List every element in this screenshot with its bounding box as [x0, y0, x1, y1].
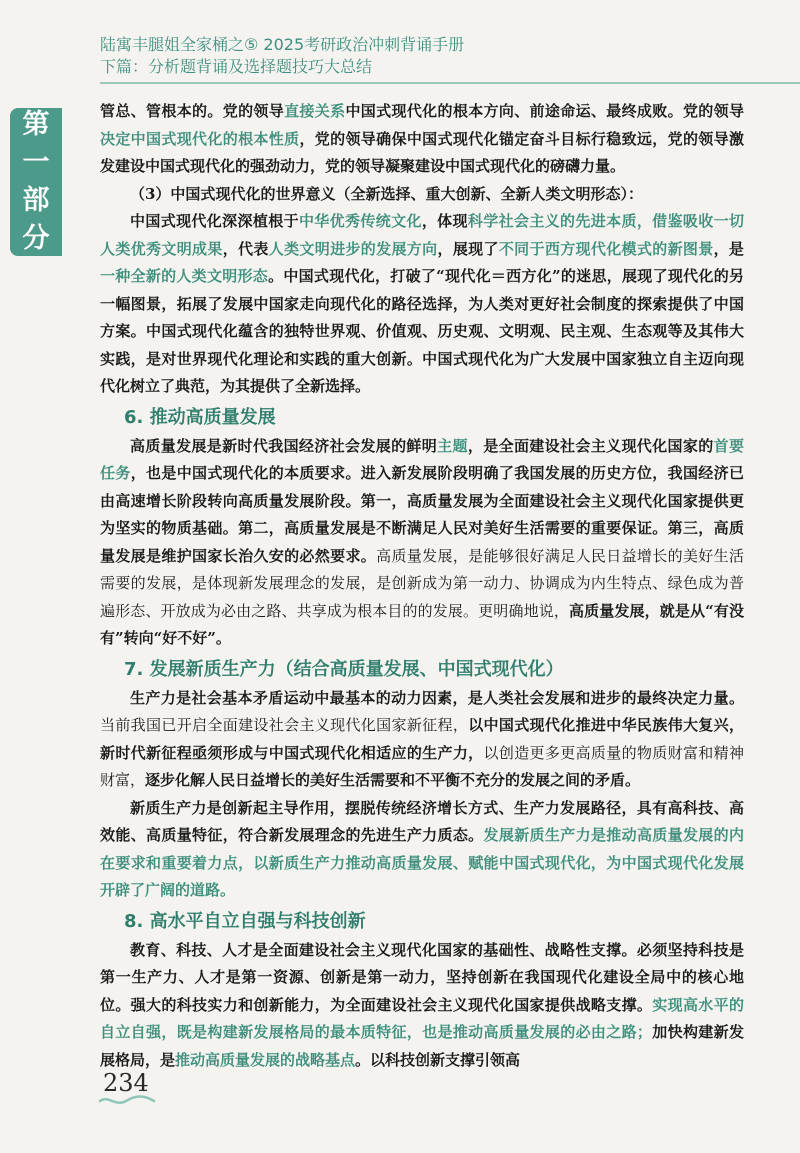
- subheading-world-significance: （3）中国式现代化的世界意义（全新选择、重大创新、全新人类文明形态）：: [130, 184, 643, 203]
- paragraph-party-leadership: 管总、管根本的。党的领导直接关系中国式现代化的根本方向、前途命运、最终成败。党的领导决定中国式现代化的根本性质，党的领导确保中国式现代化锚定奋斗目标行稳致远，党的领导激发建设中国式现代化的强劲动力，党的领导凝聚建设中国式现代化的磅礴力量。: [100, 102, 744, 175]
- paragraph-tech-innovation: 教育、科技、人才是全面建设社会主义现代化国家的基础性、战略性支撑。必须坚持科技是第一生产力、人才是第一资源、创新是第一动力，坚持创新在我国现代化建设全局中的核心地位。强大的科技实力和创新能力，为全面建设社会主义现代化国家提供战略支撑。实现高水平的自立自强，既是构建新发展格局的最本质特征，也是推动高质量发展的必由之路；加快构建新发展格局，是推动高质量发展的战略基点。以科技创新支撑引领高: [100, 940, 744, 1069]
- page-number: 234: [103, 1069, 149, 1097]
- part-tab-char: 分: [22, 223, 50, 254]
- section-heading-6: 6. 推动高质量发展: [124, 406, 276, 428]
- part-tab-char: 部: [22, 185, 50, 216]
- paragraph-new-quality-productivity: 新质生产力是创新起主导作用，摆脱传统经济增长方式、生产力发展路径，具有高科技、高效能、高质量特征，符合新发展理念的先进生产力质态。发展新质生产力是推动高质量发展的内在要求和重要着力点，以新质生产力推动高质量发展、赋能中国式现代化，为中国式现代化发展开辟了广阔的道路。: [100, 798, 744, 899]
- page-number-wave-decoration: [98, 1095, 158, 1107]
- paragraph-high-quality-development: 高质量发展是新时代我国经济社会发展的鲜明主题，是全面建设社会主义现代化国家的首要任务，也是中国式现代化的本质要求。进入新发展阶段明确了我国发展的历史方位，我国经济已由高速增长阶段转向高质量发展阶段。第一，高质量发展为全面建设社会主义现代化国家提供更为坚实的物质基础。第二，高质量发展是不断满足人民对美好生活需要的重要保证。第三，高质量发展是维护国家长治久安的必然要求。高质量发展，是能够很好满足人民日益增长的美好生活需要的发展，是体现新发展理念的发展，是创新成为第一动力、协调成为内生特点、绿色成为普遍形态、开放成为必由之路、共享成为根本目的的发展。更明确地说，高质量发展，就是从“有没有”转向“好不好”。: [100, 436, 744, 647]
- section-heading-8: 8. 高水平自立自强与科技创新: [124, 910, 366, 932]
- header-book-title: 陆寓丰腿姐全家桶之⑤ 2025考研政治冲刺背诵手册: [100, 35, 465, 54]
- section-heading-7: 7. 发展新质生产力（结合高质量发展、中国式现代化）: [124, 658, 564, 680]
- paragraph-productivity: 生产力是社会基本矛盾运动中最基本的动力因素，是人类社会发展和进步的最终决定力量。当前我国已开启全面建设社会主义现代化国家新征程，以中国式现代化推进中华民族伟大复兴，新时代新征程亟须形成与中国式现代化相适应的生产力，以创造更多更高质量的物质财富和精神财富，逐步化解人民日益增长的美好生活需要和不平衡不充分的发展之间的矛盾。: [100, 688, 744, 789]
- page-body: [100, 98, 744, 1074]
- header-divider: [100, 82, 800, 84]
- running-header: [100, 34, 780, 78]
- part-tab-char: 第: [22, 109, 50, 140]
- header-section-title: 下篇：分析题背诵及选择题技巧大总结: [100, 57, 373, 76]
- paragraph-world-significance: 中国式现代化深深植根于中华优秀传统文化，体现科学社会主义的先进本质，借鉴吸收一切人类优秀文明成果，代表人类文明进步的发展方向，展现了不同于西方现代化模式的新图景，是一种全新的人类文明形态。中国式现代化，打破了“现代化＝西方化”的迷思，展现了现代化的另一幅图景，拓展了发展中国家走向现代化的路径选择，为人类对更好社会制度的探索提供了中国方案。中国式现代化蕴含的独特世界观、价值观、历史观、文明观、民主观、生态观等及其伟大实践，是对世界现代化理论和实践的重大创新。中国式现代化为广大发展中国家独立自主迈向现代化树立了典范，为其提供了全新选择。: [100, 212, 744, 395]
- part-tab-char: 一: [22, 147, 50, 178]
- part-tab: [10, 108, 62, 256]
